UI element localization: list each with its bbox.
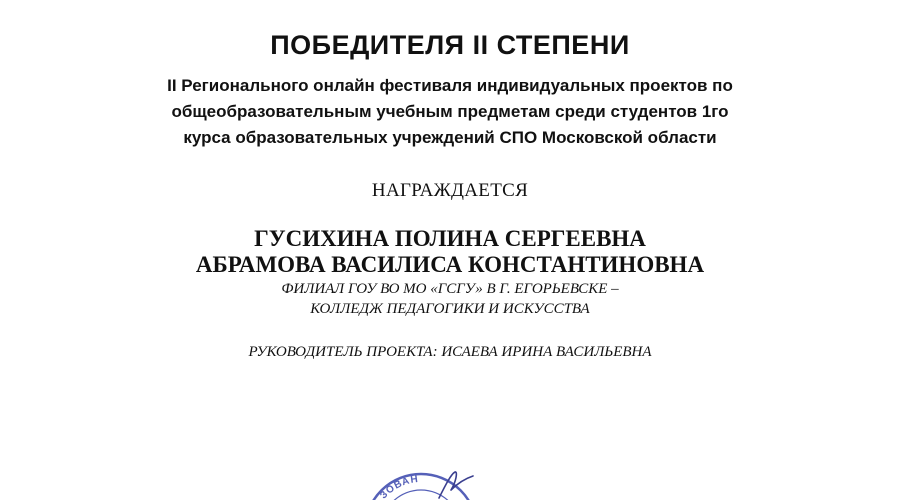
awarded-label: НАГРАЖДАЕТСЯ bbox=[371, 180, 529, 201]
seal-text: ЗОВАН bbox=[378, 473, 420, 500]
organization-line: ФИЛИАЛ ГОУ ВО МО «ГСГУ» В Г. ЕГОРЬЕВСКЕ – bbox=[281, 281, 619, 297]
organization-line: КОЛЛЕДЖ ПЕДАГОГИКИ И ИСКУССТВА bbox=[310, 301, 590, 317]
event-line: II Регионального онлайн фестиваля индивидуальных проектов по bbox=[167, 76, 733, 95]
certificate-title: ПОБЕДИТЕЛЯ II СТЕПЕНИ bbox=[270, 30, 630, 60]
event-line: курса образовательных учреждений СПО Московской области bbox=[183, 128, 717, 147]
event-description bbox=[120, 73, 780, 151]
recipient-name: ГУСИХИНА ПОЛИНА СЕРГЕЕВНА bbox=[254, 226, 646, 251]
signature-stroke bbox=[439, 472, 473, 498]
organization bbox=[0, 279, 900, 319]
seal-graphic bbox=[355, 468, 485, 500]
recipient-names bbox=[0, 226, 900, 278]
official-seal-stamp bbox=[355, 468, 485, 500]
event-line: общеобразовательным учебным предметам среди студентов 1го bbox=[171, 102, 729, 121]
recipient-name: АБРАМОВА ВАСИЛИСА КОНСТАНТИНОВНА bbox=[195, 252, 705, 277]
project-supervisor: РУКОВОДИТЕЛЬ ПРОЕКТА: ИСАЕВА ИРИНА ВАСИЛЬЕВНА bbox=[248, 344, 652, 360]
